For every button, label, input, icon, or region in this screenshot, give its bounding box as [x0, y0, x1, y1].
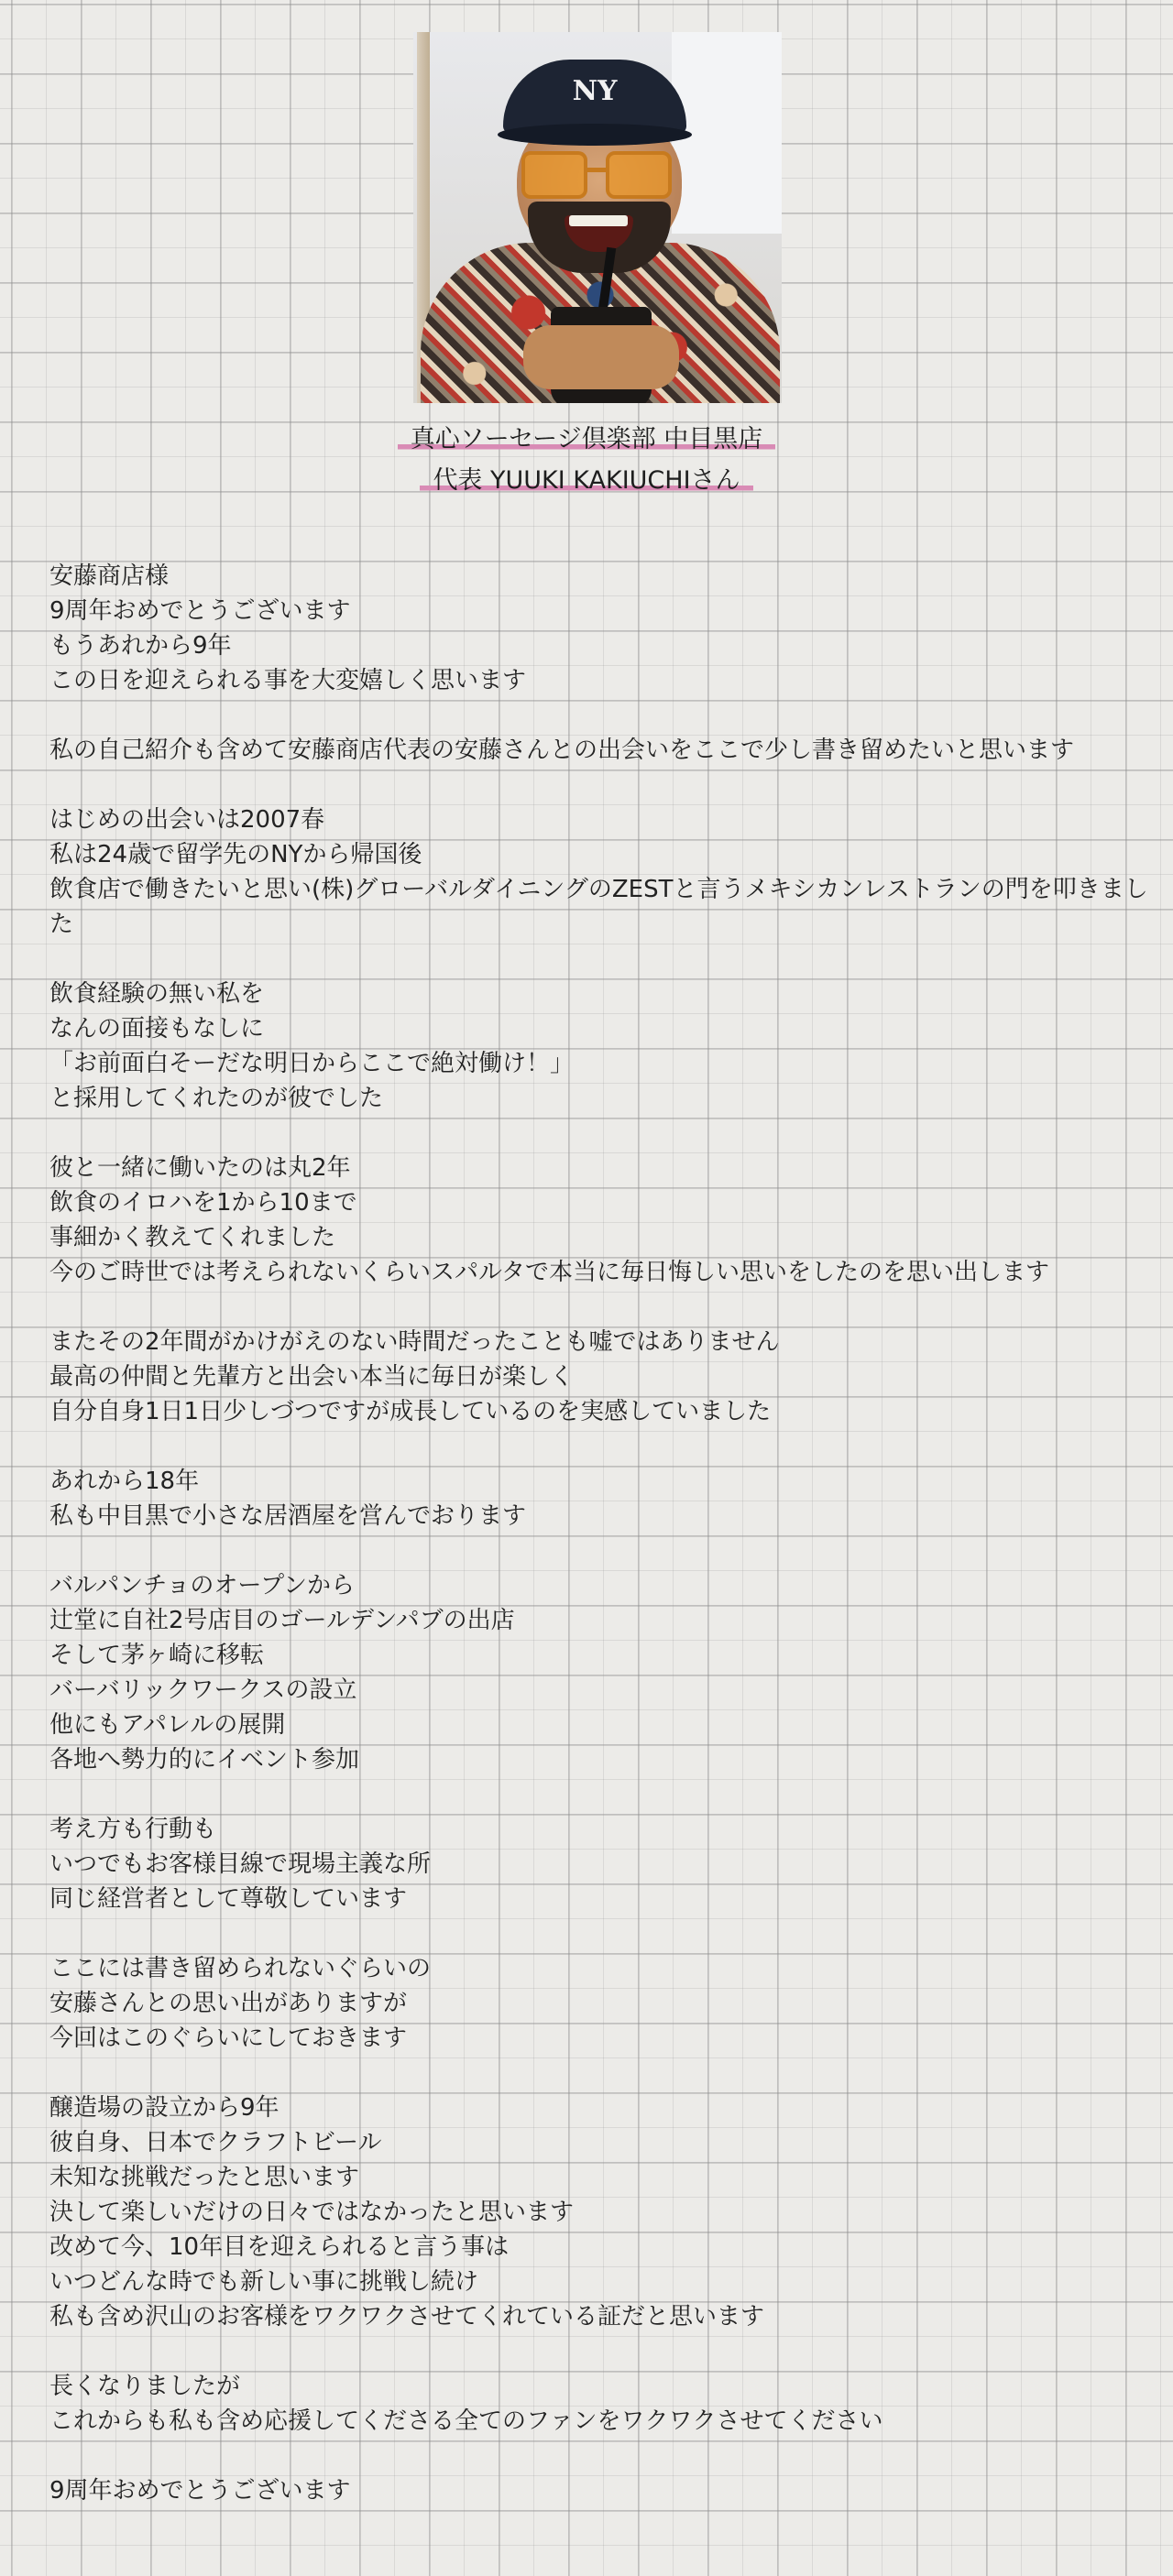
- message-line: バルパンチョのオープンから: [49, 1572, 356, 1599]
- blank-line: [49, 1116, 1149, 1151]
- message-line: 考え方も行動も: [49, 1816, 217, 1843]
- message-line: 未知な挑戦だったと思います: [49, 2164, 360, 2191]
- photo-hand: [523, 325, 679, 389]
- message-line: 9周年おめでとうございます: [49, 597, 351, 625]
- blank-line: [49, 2334, 1149, 2369]
- message-line: 9周年おめでとうございます: [49, 2477, 351, 2505]
- message-body: [49, 559, 1149, 2508]
- message-line: 改めて今、10年目を迎えられると言う事は: [49, 2233, 510, 2261]
- photo-teeth: [569, 215, 628, 226]
- message-line: 私も含め沢山のお客様をワクワクさせてくれている証だと思います: [49, 2303, 765, 2330]
- message-line: いつどんな時でも新しい事に挑戦し続け: [49, 2268, 479, 2296]
- message-line: 安藤さんとの思い出がありますが: [49, 1990, 408, 2017]
- blank-line: [49, 768, 1149, 802]
- message-line: これからも私も含め応援してくださる全てのファンをワクワクさせてください: [49, 2407, 883, 2435]
- blank-line: [49, 1290, 1149, 1325]
- blank-line: [49, 2439, 1149, 2473]
- message-line: 安藤商店様: [49, 562, 170, 590]
- blank-line: [49, 1777, 1149, 1812]
- message-line: 今回はこのぐらいにしておきます: [49, 2025, 408, 2052]
- message-line: 私は24歳で留学先のNYから帰国後: [49, 841, 422, 868]
- message-line: 彼と一緒に働いたのは丸2年: [49, 1154, 351, 1182]
- message-line: 同じ経営者として尊敬しています: [49, 1885, 408, 1913]
- message-line: 長くなりましたが: [49, 2373, 241, 2400]
- caption-representative-text: 代表 YUUKI KAKIUCHIさん: [420, 466, 752, 495]
- message-line: 私も中目黒で小さな居酒屋を営んでおります: [49, 1502, 527, 1530]
- message-line: いつでもお客様目線で現場主義な所: [49, 1850, 432, 1878]
- message-line: そして茅ヶ崎に移転: [49, 1642, 265, 1669]
- message-line: と採用してくれたのが彼でした: [49, 1085, 384, 1112]
- blank-line: [49, 1916, 1149, 1951]
- photo-glasses-left: [521, 151, 587, 199]
- message-line: 飲食店で働きたいと思い(株)グローバルダイニングのZESTと言うメキシカンレストランの門を叩きました: [49, 876, 1148, 938]
- message-line: あれから18年: [49, 1468, 200, 1495]
- message-line: バーバリックワークスの設立: [49, 1676, 357, 1704]
- message-line: 辻堂に自社2号店目のゴールデンパブの出店: [49, 1607, 515, 1634]
- portrait-photo: [413, 32, 782, 403]
- message-line: 飲食のイロハを1から10まで: [49, 1189, 357, 1217]
- blank-line: [49, 942, 1149, 977]
- message-line: 私の自己紹介も含めて安藤商店代表の安藤さんとの出会いをここで少し書き留めたいと思います: [49, 737, 1075, 764]
- message-line: 各地へ勢力的にイベント参加: [49, 1746, 360, 1774]
- caption-shop-name-text: 真心ソーセージ倶楽部 中目黒店: [398, 425, 775, 453]
- photo-cap-brim: [498, 124, 692, 146]
- message-line: 自分自身1日1日少しづつですが成長しているのを実感していました: [49, 1398, 772, 1425]
- message-line: もうあれから9年: [49, 632, 232, 660]
- photo-cap-logo: NY: [572, 75, 618, 107]
- message-line: 飲食経験の無い私を: [49, 980, 265, 1008]
- blank-line: [49, 698, 1149, 733]
- message-line: 事細かく教えてくれました: [49, 1224, 336, 1251]
- caption-shop-name: [0, 421, 1173, 458]
- message-line: 今のご時世では考えられないくらいスパルタで本当に毎日悔しい思いをしたのを思い出します: [49, 1259, 1049, 1286]
- message-line: 他にもアパレルの展開: [49, 1711, 286, 1739]
- blank-line: [49, 2056, 1149, 2090]
- message-line: はじめの出会いは2007春: [49, 806, 325, 834]
- message-line: 「お前面白そーだな明日からここで絶対働け！」: [49, 1050, 575, 1077]
- message-line: 彼自身、日本でクラフトビール: [49, 2129, 382, 2156]
- photo-glasses-right: [606, 151, 672, 199]
- message-line: この日を迎えられる事を大変嬉しく思います: [49, 667, 527, 694]
- photo-glasses-bridge: [587, 168, 609, 172]
- message-line: 決して楽しいだけの日々ではなかったと思います: [49, 2199, 575, 2226]
- message-line: 最高の仲間と先輩方と出会い本当に毎日が楽しく: [49, 1363, 575, 1391]
- message-line: 醸造場の設立から9年: [49, 2094, 280, 2122]
- message-line: ここには書き留められないぐらいの: [49, 1955, 432, 1982]
- caption-representative: [0, 463, 1173, 499]
- message-line: またその2年間がかけがえのない時間だったことも嘘ではありません: [49, 1328, 780, 1356]
- blank-line: [49, 1429, 1149, 1464]
- message-line: なんの面接もなしに: [49, 1015, 265, 1042]
- blank-line: [49, 1534, 1149, 1568]
